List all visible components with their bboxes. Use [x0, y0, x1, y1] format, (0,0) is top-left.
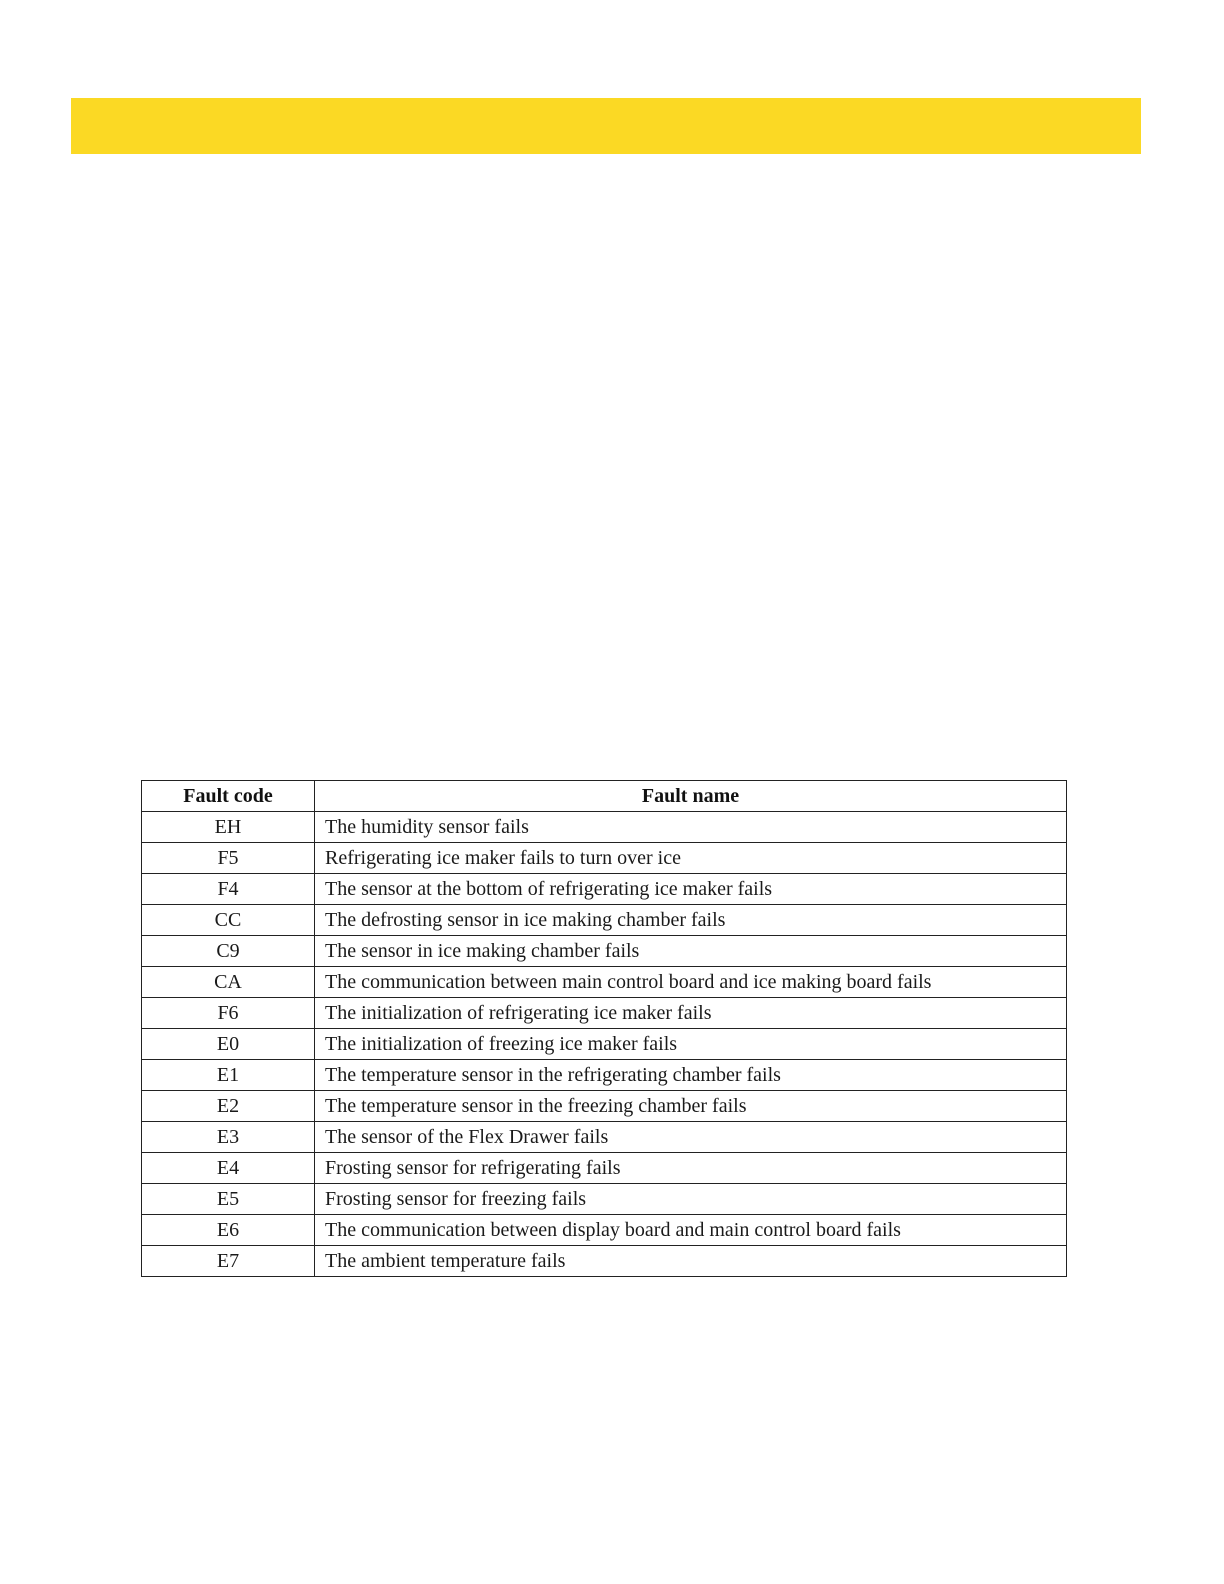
table-row	[142, 1215, 1067, 1246]
fault-name-cell: The temperature sensor in the freezing chamber fails	[315, 1091, 1067, 1122]
fault-code-cell: E2	[142, 1091, 315, 1122]
fault-code-cell: CC	[142, 905, 315, 936]
table-header-row	[142, 781, 1067, 812]
table-row	[142, 936, 1067, 967]
fault-code-cell: E7	[142, 1246, 315, 1277]
table-row	[142, 843, 1067, 874]
table-row	[142, 1246, 1067, 1277]
fault-code-cell: E6	[142, 1215, 315, 1246]
table-row	[142, 905, 1067, 936]
table-row	[142, 998, 1067, 1029]
fault-name-cell: The communication between display board and main control board fails	[315, 1215, 1067, 1246]
fault-code-cell: E1	[142, 1060, 315, 1091]
fault-code-cell: E0	[142, 1029, 315, 1060]
fault-code-cell: E4	[142, 1153, 315, 1184]
table-row	[142, 967, 1067, 998]
table-row	[142, 1122, 1067, 1153]
fault-code-cell: F4	[142, 874, 315, 905]
fault-name-cell: The temperature sensor in the refrigerating chamber fails	[315, 1060, 1067, 1091]
fault-name-header: Fault name	[315, 781, 1067, 812]
fault-name-cell: The initialization of refrigerating ice maker fails	[315, 998, 1067, 1029]
table-row	[142, 1153, 1067, 1184]
fault-code-cell: E3	[142, 1122, 315, 1153]
fault-code-table	[141, 780, 1067, 1277]
fault-name-cell: The humidity sensor fails	[315, 812, 1067, 843]
fault-name-cell: The sensor in ice making chamber fails	[315, 936, 1067, 967]
fault-code-cell: CA	[142, 967, 315, 998]
fault-code-cell: E5	[142, 1184, 315, 1215]
table-row	[142, 1060, 1067, 1091]
fault-name-cell: Frosting sensor for freezing fails	[315, 1184, 1067, 1215]
header-band	[71, 98, 1141, 154]
fault-name-cell: Refrigerating ice maker fails to turn over ice	[315, 843, 1067, 874]
fault-name-cell: The initialization of freezing ice maker fails	[315, 1029, 1067, 1060]
table-row	[142, 1091, 1067, 1122]
table-row	[142, 874, 1067, 905]
fault-name-cell: The sensor of the Flex Drawer fails	[315, 1122, 1067, 1153]
fault-name-cell: The communication between main control board and ice making board fails	[315, 967, 1067, 998]
fault-name-cell: The ambient temperature fails	[315, 1246, 1067, 1277]
fault-name-cell: The sensor at the bottom of refrigerating ice maker fails	[315, 874, 1067, 905]
table-row	[142, 1184, 1067, 1215]
table-row	[142, 1029, 1067, 1060]
fault-name-cell: The defrosting sensor in ice making chamber fails	[315, 905, 1067, 936]
fault-code-header: Fault code	[142, 781, 315, 812]
fault-code-cell: EH	[142, 812, 315, 843]
table-row	[142, 812, 1067, 843]
fault-code-cell: C9	[142, 936, 315, 967]
fault-name-cell: Frosting sensor for refrigerating fails	[315, 1153, 1067, 1184]
fault-code-cell: F5	[142, 843, 315, 874]
fault-code-cell: F6	[142, 998, 315, 1029]
